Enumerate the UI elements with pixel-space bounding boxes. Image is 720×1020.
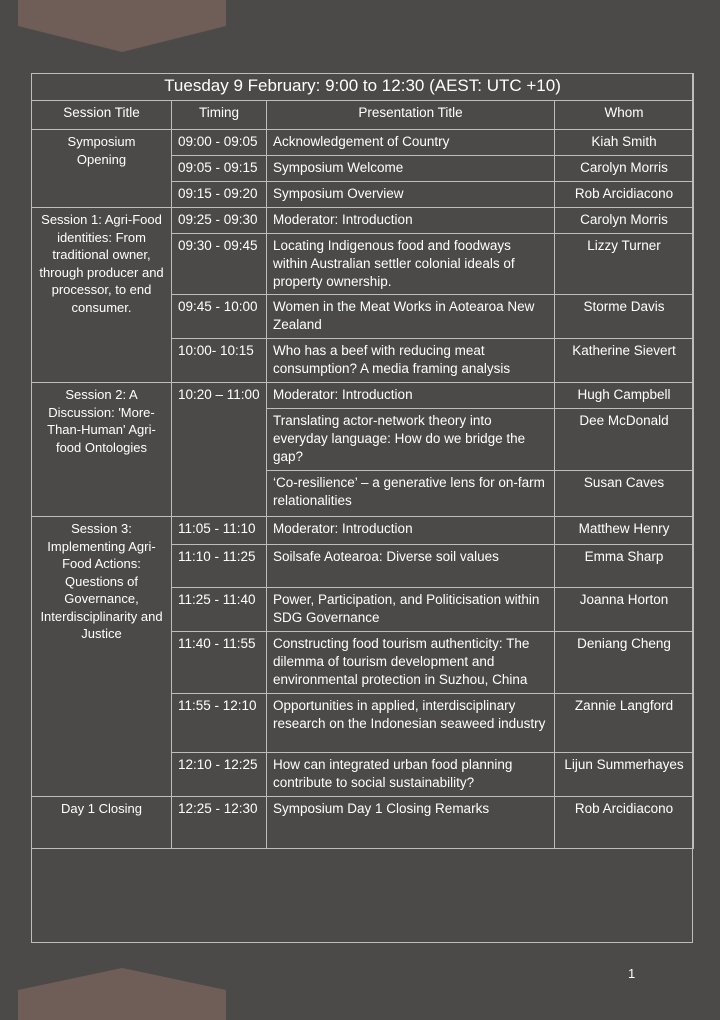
timing-cell: 12:10 - 12:25	[172, 753, 267, 797]
presenter-name: Rob Arcidiacono	[555, 797, 694, 849]
timing-cell: 11:10 - 11:25	[172, 545, 267, 588]
timing-cell: 12:25 - 12:30	[172, 797, 267, 849]
presentation-title: Moderator: Introduction	[267, 517, 555, 545]
timing-cell: 09:05 - 09:15	[172, 156, 267, 182]
presenter-name: Susan Caves	[555, 471, 694, 517]
presentation-title: Acknowledgement of Country	[267, 130, 555, 156]
timing-cell: 10:20 – 11:00	[172, 383, 267, 517]
session-title-1: Session 1: Agri-Food identities: From traditional owner, through producer and processor, to end consumer.	[32, 208, 172, 383]
presenter-name: Hugh Campbell	[555, 383, 694, 409]
table-row	[32, 797, 694, 849]
presenter-name: Storme Davis	[555, 295, 694, 339]
timing-cell: 09:30 - 09:45	[172, 234, 267, 295]
presentation-title: Translating actor-network theory into everyday language: How do we bridge the gap?	[267, 409, 555, 471]
session-title-opening: Symposium Opening	[32, 130, 172, 208]
presenter-name: Lijun Summerhayes	[555, 753, 694, 797]
table-row	[32, 517, 694, 545]
page-number: 1	[628, 966, 636, 981]
presenter-name: Carolyn Morris	[555, 156, 694, 182]
presentation-title: ‘Co-resilience’ – a generative lens for on-farm relationalities	[267, 471, 555, 517]
presenter-name: Matthew Henry	[555, 517, 694, 545]
timing-cell: 11:55 - 12:10	[172, 694, 267, 753]
timing-cell: 09:25 - 09:30	[172, 208, 267, 234]
table-row	[32, 208, 694, 234]
presenter-name: Dee McDonald	[555, 409, 694, 471]
presentation-title: Who has a beef with reducing meat consumption? A media framing analysis	[267, 339, 555, 383]
presentation-title: Constructing food tourism authenticity: The dilemma of tourism development and environmental protection in Suzhou, China	[267, 632, 555, 694]
presenter-name: Lizzy Turner	[555, 234, 694, 295]
session-title-2: Session 2: A Discussion: 'More-Than-Human' Agri-food Ontologies	[32, 383, 172, 517]
presentation-title: Moderator: Introduction	[267, 208, 555, 234]
column-header-presentation: Presentation Title	[267, 101, 555, 130]
presenter-name: Zannie Langford	[555, 694, 694, 753]
timing-cell: 10:00- 10:15	[172, 339, 267, 383]
presentation-title: Symposium Overview	[267, 182, 555, 208]
presentation-title: Power, Participation, and Politicisation within SDG Governance	[267, 588, 555, 632]
timing-cell: 11:40 - 11:55	[172, 632, 267, 694]
presenter-name: Kiah Smith	[555, 130, 694, 156]
presentation-title: Opportunities in applied, interdisciplinary research on the Indonesian seaweed industry	[267, 694, 555, 753]
presenter-name: Carolyn Morris	[555, 208, 694, 234]
timing-cell: 11:25 - 11:40	[172, 588, 267, 632]
column-header-whom: Whom	[555, 101, 694, 130]
schedule-table	[31, 73, 694, 849]
session-title-closing: Day 1 Closing	[32, 797, 172, 849]
column-header-timing: Timing	[172, 101, 267, 130]
presentation-title: How can integrated urban food planning contribute to social sustainability?	[267, 753, 555, 797]
column-header-session: Session Title	[32, 101, 172, 130]
table-row	[32, 383, 694, 409]
presentation-title: Locating Indigenous food and foodways within Australian settler colonial ideals of property ownership.	[267, 234, 555, 295]
presentation-title: Soilsafe Aotearoa: Diverse soil values	[267, 545, 555, 588]
presentation-title: Symposium Day 1 Closing Remarks	[267, 797, 555, 849]
timing-cell: 09:15 - 09:20	[172, 182, 267, 208]
timing-cell: 11:05 - 11:10	[172, 517, 267, 545]
presentation-title: Symposium Welcome	[267, 156, 555, 182]
column-header-row	[32, 101, 694, 130]
timing-cell: 09:45 - 10:00	[172, 295, 267, 339]
presenter-name: Emma Sharp	[555, 545, 694, 588]
schedule-title: Tuesday 9 February: 9:00 to 12:30 (AEST: UTC +10)	[32, 74, 694, 101]
table-row	[32, 130, 694, 156]
presenter-name: Katherine Sievert	[555, 339, 694, 383]
timing-cell: 09:00 - 09:05	[172, 130, 267, 156]
presentation-title: Women in the Meat Works in Aotearoa New Zealand	[267, 295, 555, 339]
bottom-decorative-banner	[18, 968, 226, 1020]
top-decorative-banner	[18, 0, 226, 52]
presenter-name: Joanna Horton	[555, 588, 694, 632]
presentation-title: Moderator: Introduction	[267, 383, 555, 409]
presenter-name: Rob Arcidiacono	[555, 182, 694, 208]
session-title-3: Session 3: Implementing Agri-Food Actions: Questions of Governance, Interdisciplinarity and Justice	[32, 517, 172, 797]
presenter-name: Deniang Cheng	[555, 632, 694, 694]
